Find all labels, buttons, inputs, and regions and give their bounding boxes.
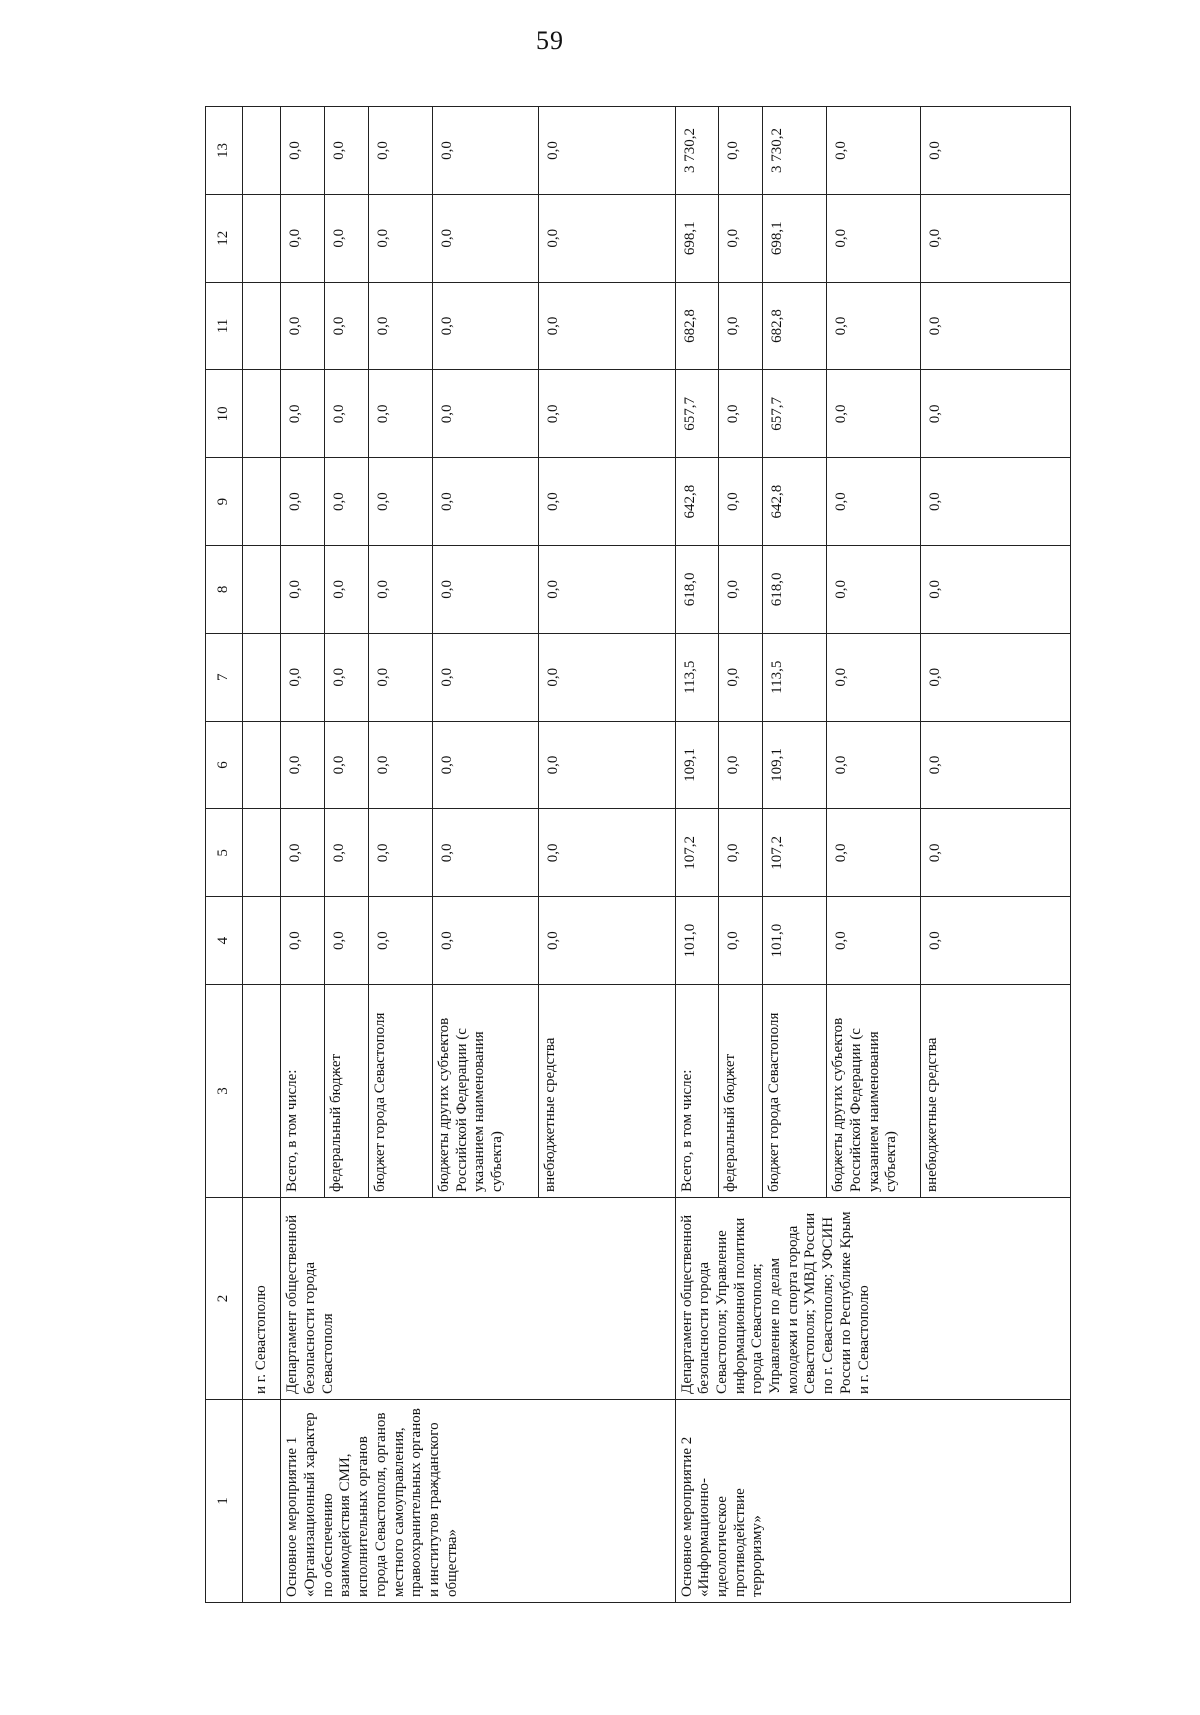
- value-cell: 0,0: [281, 458, 325, 546]
- value-cell: 0,0: [920, 194, 1070, 282]
- value-cell: 107,2: [762, 809, 826, 897]
- value-cell: 0,0: [538, 809, 675, 897]
- value-cell: 3 730,2: [675, 107, 719, 195]
- value-cell: 0,0: [324, 633, 368, 721]
- value-cell: 101,0: [675, 897, 719, 985]
- value-cell: 0,0: [719, 897, 763, 985]
- value-cell: 0,0: [538, 458, 675, 546]
- table-row: [281, 107, 325, 1603]
- event-text: Основное мероприятие 1 «Организационный характер по обеспечению взаимодействия СМИ, исполнительных органов города Севастополя, органов местного самоуправления, правоохранительных органов и институтов гражданского общества»: [284, 1408, 460, 1597]
- executor-cell: [675, 1198, 1070, 1400]
- value-cell: 0,0: [827, 633, 920, 721]
- source-cell: Всего, в том числе:: [281, 985, 325, 1198]
- budget-table: [205, 106, 1071, 1603]
- value-cell: 0,0: [324, 546, 368, 634]
- value-cell: 3 730,2: [762, 107, 826, 195]
- value-cell: 0,0: [827, 458, 920, 546]
- value-cell: 0,0: [538, 282, 675, 370]
- value-cell: 682,8: [675, 282, 719, 370]
- value-cell: 0,0: [827, 809, 920, 897]
- value-cell: 642,8: [762, 458, 826, 546]
- value-cell: 0,0: [281, 370, 325, 458]
- header-cell: 1: [206, 1400, 243, 1603]
- value-cell: 113,5: [675, 633, 719, 721]
- source-cell: федеральный бюджет: [719, 985, 763, 1198]
- value-cell: 0,0: [324, 897, 368, 985]
- header-cell: 9: [206, 458, 243, 546]
- value-cell: 682,8: [762, 282, 826, 370]
- value-cell: 0,0: [432, 809, 538, 897]
- value-cell: 0,0: [920, 370, 1070, 458]
- value-cell: 0,0: [920, 107, 1070, 195]
- event-cell: [675, 1400, 1070, 1603]
- table-cell: [243, 985, 281, 1198]
- value-cell: 0,0: [538, 633, 675, 721]
- value-cell: 0,0: [827, 546, 920, 634]
- value-cell: 0,0: [827, 370, 920, 458]
- value-cell: 0,0: [324, 194, 368, 282]
- value-cell: 0,0: [827, 107, 920, 195]
- value-cell: 0,0: [920, 809, 1070, 897]
- value-cell: 109,1: [675, 721, 719, 809]
- value-cell: 657,7: [675, 370, 719, 458]
- event-cell: [281, 1400, 675, 1603]
- value-cell: 0,0: [324, 282, 368, 370]
- value-cell: 0,0: [324, 107, 368, 195]
- header-cell: 5: [206, 809, 243, 897]
- value-cell: 0,0: [368, 721, 432, 809]
- value-cell: 0,0: [281, 721, 325, 809]
- value-cell: 0,0: [719, 721, 763, 809]
- value-cell: 0,0: [920, 458, 1070, 546]
- value-cell: 0,0: [368, 897, 432, 985]
- table-cell: [243, 633, 281, 721]
- value-cell: 101,0: [762, 897, 826, 985]
- table-row: [675, 107, 719, 1603]
- value-cell: 0,0: [281, 194, 325, 282]
- source-cell: бюджеты других субъектов Российской Федерации (с указанием наименования субъекта): [432, 985, 538, 1198]
- value-cell: 0,0: [538, 107, 675, 195]
- value-cell: 0,0: [368, 370, 432, 458]
- value-cell: 0,0: [827, 897, 920, 985]
- table-cell: [243, 1400, 281, 1603]
- value-cell: 0,0: [368, 633, 432, 721]
- value-cell: 0,0: [920, 282, 1070, 370]
- source-cell: внебюджетные средства: [920, 985, 1070, 1198]
- header-cell: 11: [206, 282, 243, 370]
- source-cell: бюджеты других субъектов Российской Федерации (с указанием наименования субъекта): [827, 985, 920, 1198]
- value-cell: 0,0: [281, 897, 325, 985]
- value-cell: 0,0: [827, 282, 920, 370]
- event-text: Основное мероприятие 2 «Информационно-идеологическое противодействие терроризму»: [678, 1436, 766, 1597]
- value-cell: 0,0: [719, 546, 763, 634]
- value-cell: 0,0: [324, 458, 368, 546]
- header-cell: 7: [206, 633, 243, 721]
- value-cell: 0,0: [538, 370, 675, 458]
- value-cell: 0,0: [281, 107, 325, 195]
- value-cell: 0,0: [368, 194, 432, 282]
- header-cell: 2: [206, 1198, 243, 1400]
- value-cell: 0,0: [920, 721, 1070, 809]
- value-cell: 0,0: [368, 809, 432, 897]
- header-cell: 6: [206, 721, 243, 809]
- value-cell: 698,1: [762, 194, 826, 282]
- page-number: 59: [536, 26, 564, 55]
- table-cell: [243, 897, 281, 985]
- value-cell: 0,0: [920, 633, 1070, 721]
- value-cell: 109,1: [762, 721, 826, 809]
- value-cell: 0,0: [432, 458, 538, 546]
- value-cell: 0,0: [827, 194, 920, 282]
- executor-cell: и г. Севастополю: [243, 1198, 281, 1400]
- value-cell: 0,0: [368, 458, 432, 546]
- header-cell: 8: [206, 546, 243, 634]
- table-cell: [243, 458, 281, 546]
- continuation-row: [243, 107, 281, 1603]
- rotated-table-container: [205, 107, 1071, 1603]
- header-row: [206, 107, 243, 1603]
- value-cell: 0,0: [719, 633, 763, 721]
- value-cell: 0,0: [368, 107, 432, 195]
- value-cell: 0,0: [432, 107, 538, 195]
- value-cell: 0,0: [281, 546, 325, 634]
- table-cell: [243, 546, 281, 634]
- value-cell: 0,0: [432, 370, 538, 458]
- table-cell: [243, 721, 281, 809]
- value-cell: 0,0: [432, 282, 538, 370]
- source-cell: федеральный бюджет: [324, 985, 368, 1198]
- value-cell: 0,0: [920, 897, 1070, 985]
- table-cell: [243, 194, 281, 282]
- value-cell: 0,0: [719, 458, 763, 546]
- source-cell: бюджет города Севастополя: [368, 985, 432, 1198]
- value-cell: 0,0: [324, 721, 368, 809]
- value-cell: 0,0: [719, 107, 763, 195]
- value-cell: 657,7: [762, 370, 826, 458]
- value-cell: 0,0: [538, 194, 675, 282]
- value-cell: 0,0: [827, 721, 920, 809]
- value-cell: 0,0: [432, 194, 538, 282]
- value-cell: 0,0: [281, 282, 325, 370]
- value-cell: 0,0: [432, 897, 538, 985]
- value-cell: 618,0: [762, 546, 826, 634]
- table-cell: [243, 809, 281, 897]
- value-cell: 0,0: [719, 282, 763, 370]
- value-cell: 0,0: [719, 370, 763, 458]
- value-cell: 698,1: [675, 194, 719, 282]
- value-cell: 0,0: [432, 546, 538, 634]
- header-cell: 13: [206, 107, 243, 195]
- value-cell: 0,0: [719, 194, 763, 282]
- table-cell: [243, 282, 281, 370]
- value-cell: 0,0: [281, 809, 325, 897]
- value-cell: 618,0: [675, 546, 719, 634]
- value-cell: 0,0: [368, 282, 432, 370]
- header-cell: 10: [206, 370, 243, 458]
- header-cell: 3: [206, 985, 243, 1198]
- header-cell: 12: [206, 194, 243, 282]
- value-cell: 642,8: [675, 458, 719, 546]
- source-cell: Всего, в том числе:: [675, 985, 719, 1198]
- value-cell: 0,0: [324, 370, 368, 458]
- value-cell: 0,0: [538, 897, 675, 985]
- table-cell: [243, 370, 281, 458]
- value-cell: 0,0: [920, 546, 1070, 634]
- value-cell: 0,0: [719, 809, 763, 897]
- value-cell: 0,0: [432, 633, 538, 721]
- source-cell: бюджет города Севастополя: [762, 985, 826, 1198]
- executor-text: Департамент общественной безопасности города Севастополя; Управление информационной политики города Севастополя; Управление по делам молодежи и спорта города Севастополя; УМВД России по г. Севастополю; УФСИН России по Республике Крым и г. Севастополю: [678, 1211, 872, 1394]
- value-cell: 0,0: [281, 633, 325, 721]
- value-cell: 0,0: [324, 809, 368, 897]
- header-cell: 4: [206, 897, 243, 985]
- executor-cell: [281, 1198, 675, 1400]
- value-cell: 113,5: [762, 633, 826, 721]
- executor-text: Департамент общественной безопасности города Севастополя: [284, 1214, 336, 1394]
- value-cell: 0,0: [368, 546, 432, 634]
- value-cell: 107,2: [675, 809, 719, 897]
- value-cell: 0,0: [432, 721, 538, 809]
- source-cell: внебюджетные средства: [538, 985, 675, 1198]
- value-cell: 0,0: [538, 721, 675, 809]
- value-cell: 0,0: [538, 546, 675, 634]
- table-cell: [243, 107, 281, 195]
